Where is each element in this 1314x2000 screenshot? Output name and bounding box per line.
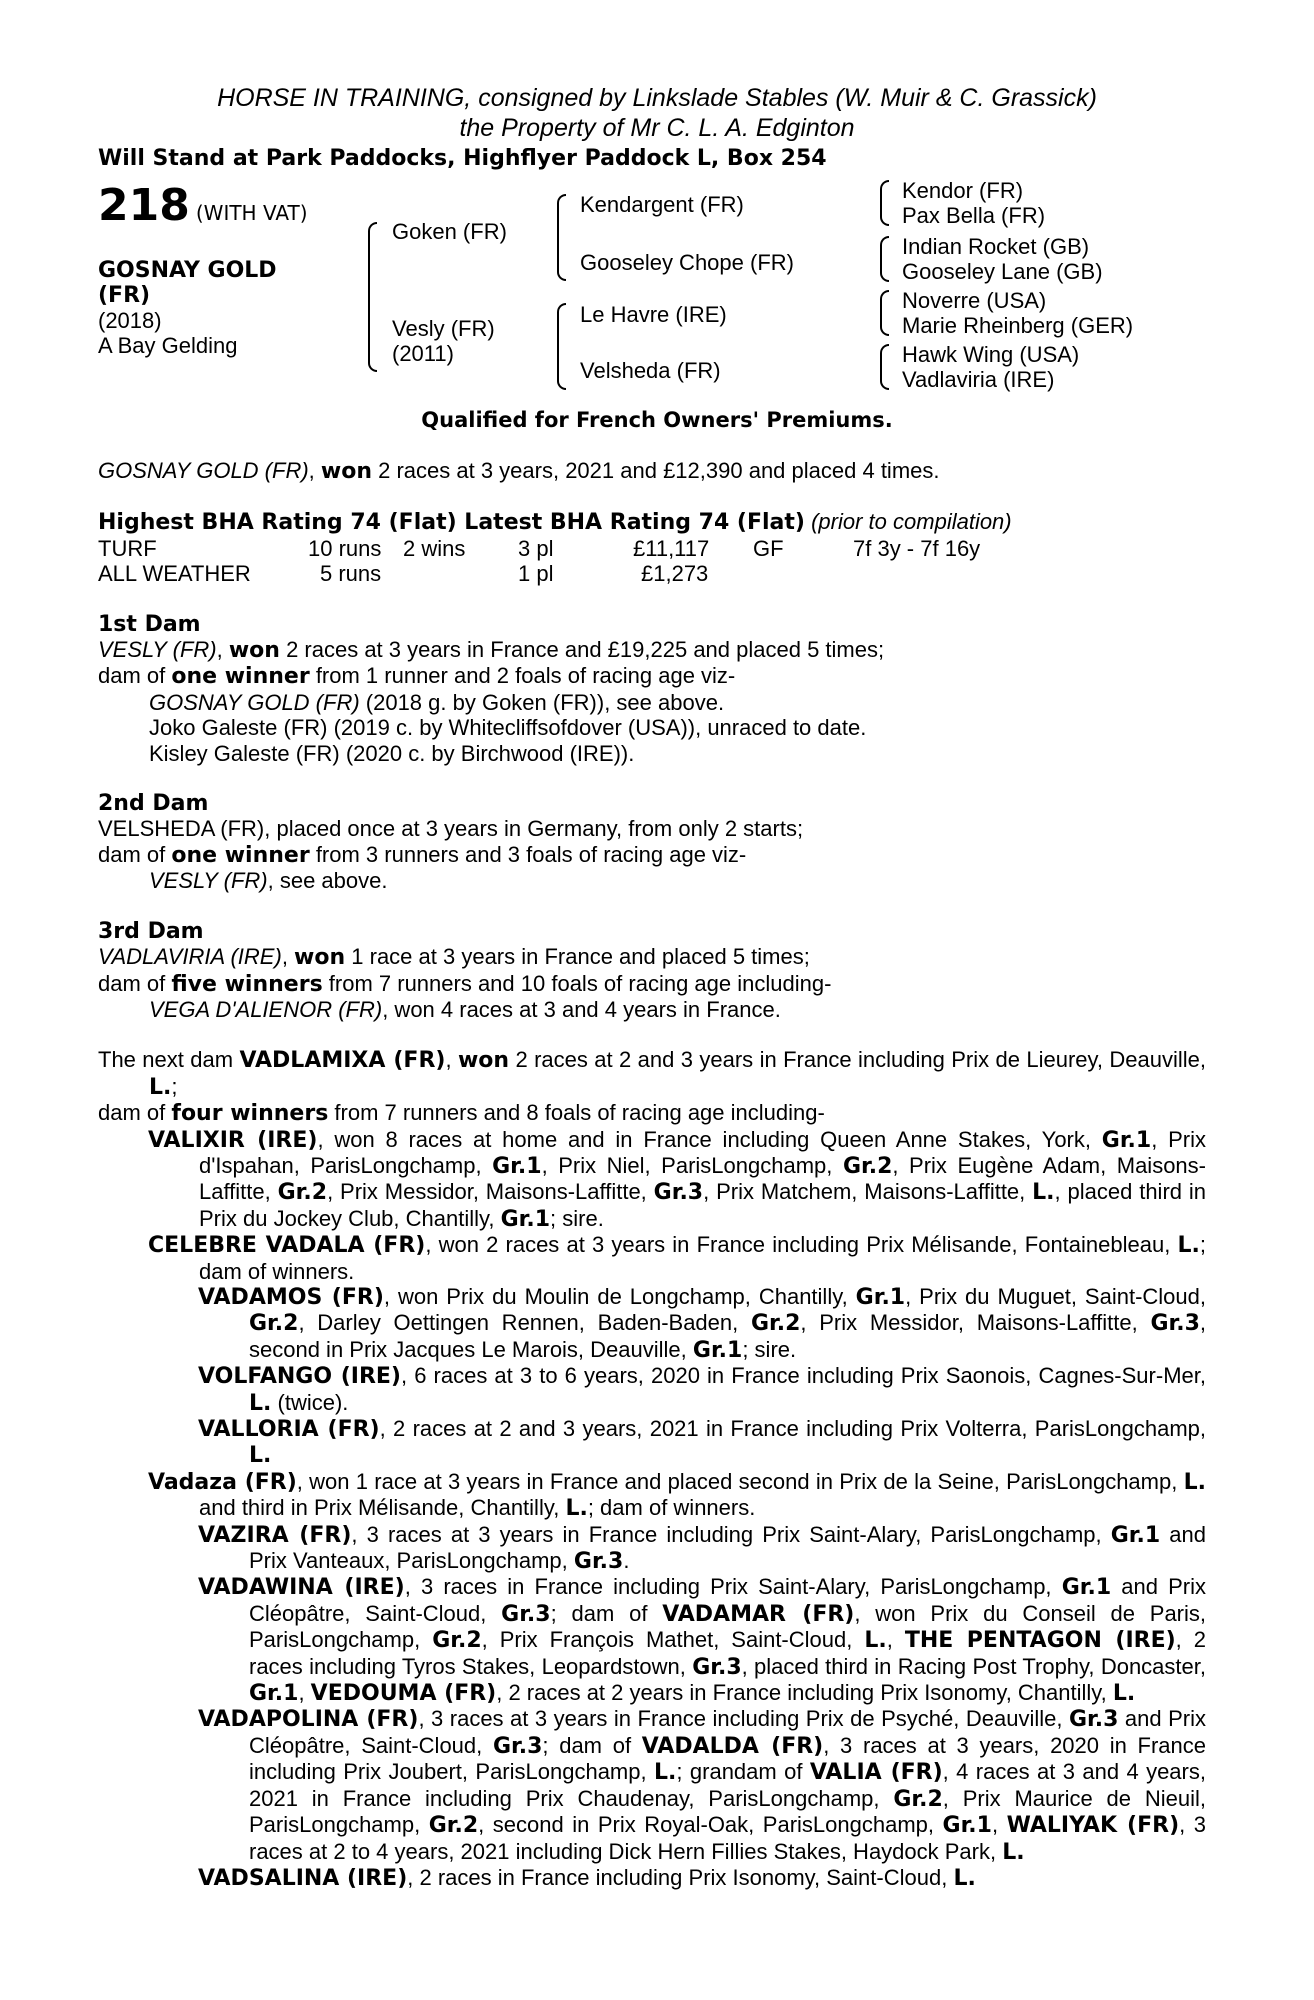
horse-description: A Bay Gelding	[98, 333, 238, 358]
catalogue-body	[98, 458, 1206, 1891]
entry-valixir: VALIXIR (IRE), won 8 races at home and in France including Queen Anne Stakes, York, Gr.1, Prix d'Ispahan, ParisLongchamp, Gr.1, Prix Niel, ParisLongchamp, Gr.2, Prix Eugène Adam, Maisons-Laffitte, Gr.2, Prix Messidor, Maisons-Laffitte, Gr.3, Prix Matchem, Maisons-Laffitte, L., placed third in Prix du Jockey Club, Chantilly, Gr.1; sire.	[148, 1126, 1206, 1232]
pedigree-sdd: Gooseley Lane (GB)	[902, 259, 1103, 284]
entry-vadapolina: VADAPOLINA (FR), 3 races at 3 years in France including Prix de Psyché, Deauville, Gr.3 and Prix Cléopâtre, Saint-Cloud, Gr.3; dam of VADALDA (FR), 3 races at 3 years, 2020 in France including Prix Joubert, ParisLongchamp, L.; grandam of VALIA (FR), 4 races at 3 and 4 years, 2021 in France including Prix Chaudenay, ParisLongchamp, Gr.2, Prix Maurice de Nieuil, ParisLongchamp, Gr.2, second in Prix Royal-Oak, ParisLongchamp, Gr.1, WALIYAK (FR), 3 races at 2 to 4 years, 2021 including Dick Hern Fillies Stakes, Haydock Park, L.	[198, 1706, 1206, 1865]
brace-dam-line	[557, 303, 566, 390]
brace-sd	[880, 236, 889, 282]
all-weather-record: ALL WEATHER 5 runs 1 pl £1,273	[98, 561, 709, 587]
premium-qualification: Qualified for French Owners' Premiums.	[421, 408, 893, 432]
first-dam-progeny-3: Kisley Galeste (FR) (2020 c. by Birchwood (IRE)).	[149, 740, 635, 766]
brace-ss	[880, 180, 889, 226]
third-dam-produce: dam of five winners from 7 runners and 10 foals of racing age including-	[98, 970, 832, 997]
pedigree-sire-dam: Gooseley Chope (FR)	[580, 250, 794, 275]
pedigree-dam-sire: Le Havre (IRE)	[580, 302, 727, 327]
pedigree-sds: Indian Rocket (GB)	[902, 234, 1090, 259]
first-dam-heading: 1st Dam	[98, 611, 201, 637]
next-dam-record: The next dam VADLAMIXA (FR), won 2 races at 2 and 3 years in France including Prix de Lieurey, Deauville, L.;	[98, 1047, 1206, 1100]
pedigree-dam-dam: Velsheda (FR)	[580, 358, 721, 383]
entry-volfango: VOLFANGO (IRE), 6 races at 3 to 6 years, 2020 in France including Prix Saonois, Cagnes-Sur-Mer, L. (twice).	[198, 1363, 1206, 1416]
entry-valloria: VALLORIA (FR), 2 races at 2 and 3 years, 2021 in France including Prix Volterra, ParisLongchamp, L.	[198, 1416, 1206, 1469]
lot-number-block	[98, 180, 308, 231]
horse-summary: GOSNAY GOLD (FR), won 2 races at 3 years, 2021 and £12,390 and placed 4 times.	[98, 458, 940, 484]
pedigree-dam: Vesly (FR)	[392, 316, 495, 341]
pedigree-ddd: Vadlaviria (IRE)	[902, 367, 1055, 392]
pedigree-dds: Hawk Wing (USA)	[902, 342, 1080, 367]
pedigree-dss: Noverre (USA)	[902, 288, 1047, 313]
rating-line: Highest BHA Rating 74 (Flat) Latest BHA Rating 74 (Flat) (prior to compilation)	[98, 509, 1012, 536]
property-line: the Property of Mr C. L. A. Edginton	[459, 114, 855, 142]
first-dam-produce: dam of one winner from 1 runner and 2 foals of racing age viz-	[98, 663, 736, 690]
pedigree-dsd: Marie Rheinberg (GER)	[902, 313, 1134, 338]
consignor-line: HORSE IN TRAINING, consigned by Linkslade Stables (W. Muir & C. Grassick)	[217, 84, 1097, 112]
brace-dd	[880, 344, 889, 390]
second-dam-heading: 2nd Dam	[98, 791, 209, 817]
third-dam-heading: 3rd Dam	[98, 918, 204, 944]
horse-name: GOSNAY GOLD	[98, 258, 277, 283]
third-dam-progeny-1: VEGA D'ALIENOR (FR), won 4 races at 3 and 4 years in France.	[149, 996, 781, 1022]
brace-sire-line	[557, 194, 566, 281]
entry-vazira: VAZIRA (FR), 3 races at 3 years in France including Prix Saint-Alary, ParisLongchamp, Gr.1 and Prix Vanteaux, ParisLongchamp, Gr.3.	[198, 1521, 1206, 1575]
first-dam-record: VESLY (FR), won 2 races at 3 years in France and £19,225 and placed 5 times;	[98, 637, 885, 664]
second-dam-progeny-1: VESLY (FR), see above.	[149, 868, 388, 894]
lot-number: 218	[98, 180, 190, 231]
entry-vadaza: Vadaza (FR), won 1 race at 3 years in France and placed second in Prix de la Seine, ParisLongchamp, L. and third in Prix Mélisande, Chantilly, L.; dam of winners.	[148, 1468, 1206, 1522]
horse-suffix: (FR)	[98, 283, 151, 308]
brace-ds	[880, 290, 889, 336]
pedigree-sire: Goken (FR)	[392, 219, 507, 244]
horse-details	[98, 258, 277, 358]
entry-celebre-vadala: CELEBRE VADALA (FR), won 2 races at 3 years in France including Prix Mélisande, Fontainebleau, L.; dam of winners.	[148, 1232, 1206, 1284]
vat-note: (WITH VAT)	[195, 201, 308, 225]
next-dam-produce: dam of four winners from 7 runners and 8 foals of racing age including-	[98, 1100, 825, 1127]
second-dam-record: VELSHEDA (FR), placed once at 3 years in Germany, from only 2 starts;	[98, 816, 804, 842]
pedigree-ssd: Pax Bella (FR)	[902, 203, 1046, 228]
pedigree-sss: Kendor (FR)	[902, 178, 1024, 203]
stand-location: Will Stand at Park Paddocks, Highflyer Paddock L, Box 254	[98, 146, 827, 171]
entry-vadsalina: VADSALINA (IRE), 2 races in France including Prix Isonomy, Saint-Cloud, L.	[198, 1864, 976, 1891]
third-dam-record: VADLAVIRIA (IRE), won 1 race at 3 years in France and placed 5 times;	[98, 944, 810, 971]
first-dam-progeny-1: GOSNAY GOLD (FR) (2018 g. by Goken (FR)), see above.	[149, 689, 725, 715]
brace-sire-dam	[368, 222, 377, 372]
first-dam-progeny-2: Joko Galeste (FR) (2019 c. by Whitecliffsofdover (USA)), unraced to date.	[149, 715, 867, 741]
horse-year: (2018)	[98, 308, 162, 333]
pedigree-dam-year: (2011)	[392, 341, 454, 366]
second-dam-produce: dam of one winner from 3 runners and 3 foals of racing age viz-	[98, 841, 747, 868]
entry-vadawina: VADAWINA (IRE), 3 races in France including Prix Saint-Alary, ParisLongchamp, Gr.1 and Prix Cléopâtre, Saint-Cloud, Gr.3; dam of VADAMAR (FR), won Prix du Conseil de Paris, ParisLongchamp, Gr.2, Prix François Mathet, Saint-Cloud, L., THE PENTAGON (IRE), 2 races including Tyros Stakes, Leopardstown, Gr.3, placed third in Racing Post Trophy, Doncaster, Gr.1, VEDOUMA (FR), 2 races at 2 years in France including Prix Isonomy, Chantilly, L.	[198, 1574, 1207, 1707]
pedigree-sire-sire: Kendargent (FR)	[580, 192, 744, 217]
entry-vadamos: VADAMOS (FR), won Prix du Moulin de Longchamp, Chantilly, Gr.1, Prix du Muguet, Saint-Cloud, Gr.2, Darley Oettingen Rennen, Baden-Baden, Gr.2, Prix Messidor, Maisons-Laffitte, Gr.3, second in Prix Jacques Le Marois, Deauville, Gr.1; sire.	[198, 1283, 1206, 1363]
turf-record: TURF 10 runs 2 wins 3 pl £11,117 GF 7f 3y - 7f 16y	[98, 535, 981, 561]
